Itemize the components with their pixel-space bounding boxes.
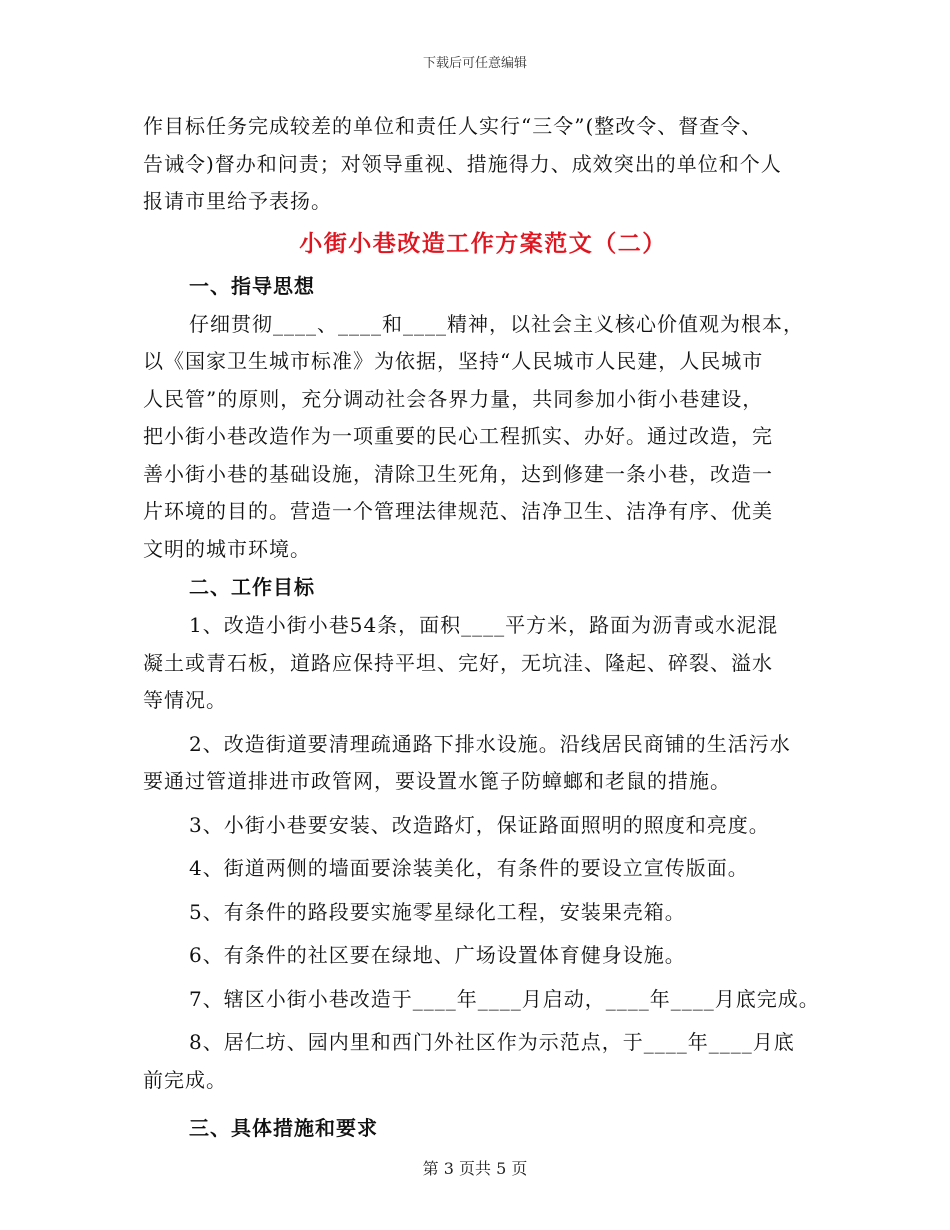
paragraph-line: 把小街小巷改造作为一项重要的民心工程抓实、办好。通过改造，完 xyxy=(143,424,773,448)
paragraph-line: 作目标任务完成较差的单位和责任人实行“三令”(整改令、督查令、 xyxy=(143,114,763,138)
paragraph-line: 8、居仁坊、园内里和西门外社区作为示范点，于____年____月底 xyxy=(189,1030,795,1054)
page-footer: 第 3 页共 5 页 xyxy=(422,1159,528,1178)
guiding-ideology-paragraph xyxy=(143,306,823,569)
work-goal-item-5: 5、有条件的路段要实施零星绿化工程，安装果壳箱。 xyxy=(189,899,686,924)
paragraph-line: 1、改造小街小巷54条，面积____平方米，路面为沥青或水泥混 xyxy=(189,613,779,637)
section-heading-guiding-ideology: 一、指导思想 xyxy=(189,273,315,298)
paragraph-line: 2、改造街道要清理疏通路下排水设施。沿线居民商铺的生活污水 xyxy=(189,731,791,756)
page-header: 下载后可任意编辑 xyxy=(422,56,527,71)
paragraph-line: 前完成。 xyxy=(143,1067,227,1092)
paragraph-line: 等情况。 xyxy=(143,688,227,712)
paragraph-line: 告诫令)督办和问责；对领导重视、措施得力、成效突出的单位和个人 xyxy=(143,151,782,176)
work-goal-item-8 xyxy=(143,1024,823,1099)
paragraph-line: 善小街小巷的基础设施，清除卫生死角，达到修建一条小巷，改造一 xyxy=(143,461,773,486)
work-goal-item-6: 6、有条件的社区要在绿地、广场设置体育健身设施。 xyxy=(189,943,686,967)
document-title: 小街小巷改造工作方案范文（二） xyxy=(299,229,667,257)
work-goal-item-2 xyxy=(143,726,823,801)
paragraph-line: 要通过管道排进市政管网，要设置水篦子防蟑螂和老鼠的措施。 xyxy=(143,769,731,793)
work-goal-item-3: 3、小街小巷要安装、改造路灯，保证路面照明的照度和亮度。 xyxy=(189,812,770,837)
paragraph-line: 文明的城市环境。 xyxy=(143,536,311,561)
section-heading-specific-measures: 三、具体措施和要求 xyxy=(189,1116,378,1140)
paragraph-line: 报请市里给予表扬。 xyxy=(143,189,332,213)
intro-paragraph xyxy=(143,108,823,221)
document-body xyxy=(143,108,823,1148)
paragraph-line: 仔细贯彻____、____和____精神，以社会主义核心价值观为根本， xyxy=(189,311,804,336)
paragraph-line: 以《国家卫生城市标准》为依据，坚持“人民城市人民建，人民城市 xyxy=(143,349,764,373)
paragraph-line: 凝土或青石板，道路应保持平坦、完好，无坑洼、隆起、碎裂、溢水 xyxy=(143,650,773,675)
work-goal-item-1 xyxy=(143,607,823,720)
paragraph-line: 人民管”的原则，充分调动社会各界力量，共同参加小街小巷建设， xyxy=(143,386,764,411)
paragraph-line: 片环境的目的。营造一个管理法律规范、洁净卫生、洁净有序、优美 xyxy=(143,499,773,523)
work-goal-item-4: 4、街道两侧的墙面要涂装美化，有条件的要设立宣传版面。 xyxy=(189,856,749,880)
section-heading-work-goals: 二、工作目标 xyxy=(189,575,315,599)
work-goal-item-7: 7、辖区小街小巷改造于____年____月启动，____年____月底完成。 xyxy=(189,986,820,1011)
